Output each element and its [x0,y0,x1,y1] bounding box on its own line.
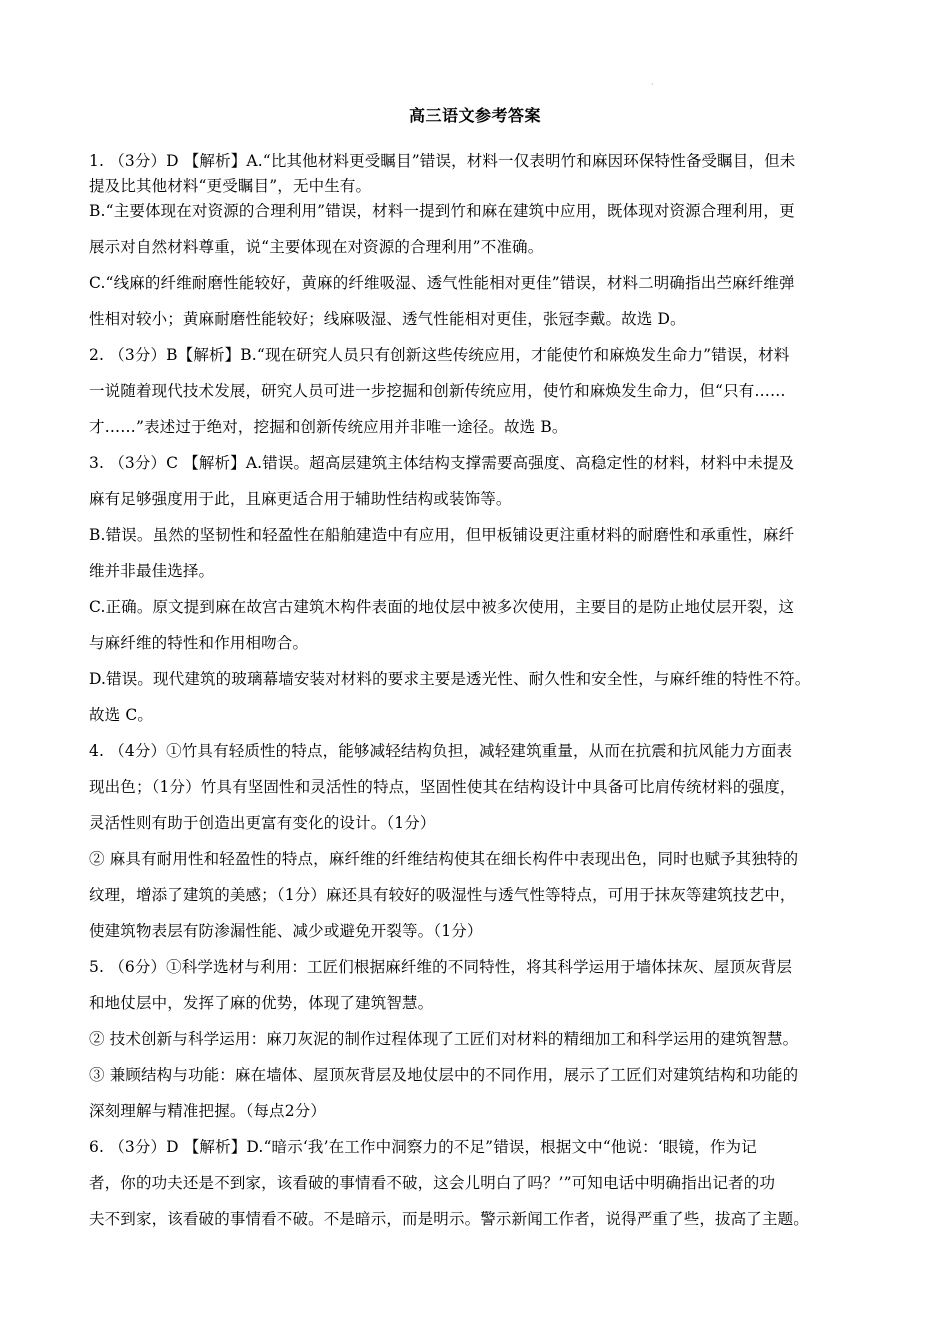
text-line: ② 技术创新与科学运用：麻刀灰泥的制作过程体现了工匠们对材料的精细加工和科学运用的建筑智慧。 [89,1030,799,1048]
text-line: 3. （3分）C 【解析】A.错误。超高层建筑主体结构支撑需要高强度、高稳定性的材料，材料中未提及 [89,454,795,472]
text-line: 灵活性则有助于创造出更富有变化的设计。（1分） [89,814,436,832]
text-line: B.错误。虽然的坚韧性和轻盈性在船舶建造中有应用，但甲板铺设更注重材料的耐磨性和承重性，麻纤 [89,526,795,544]
text-line: C.“线麻的纤维耐磨性能较好，黄麻的纤维吸湿、透气性能相对更佳”错误，材料二明确指出苎麻纤维弹 [89,274,795,292]
text-line: 6. （3分）D 【解析】D.“暗示‘我’在工作中洞察力的不足”错误，根据文中“他说：‘眼镜，作为记 [89,1138,757,1156]
text-line: B.“主要体现在对资源的合理利用”错误，材料一提到竹和麻在建筑中应用，既体现对资源合理利用，更 [89,202,795,220]
text-line: 现出色；（1分）竹具有坚固性和灵活性的特点，坚固性使其在结构设计中具备可比肩传统材料的强度， [89,778,796,796]
text-line: 2. （3分）B【解析】B.“现在研究人员只有创新这些传统应用，才能使竹和麻焕发生命力”错误，材料 [89,346,790,364]
text-line: 1. （3分）D 【解析】A.“比其他材料更受瞩目”错误，材料一仅表明竹和麻因环保特性备受瞩目，但未 [89,152,796,170]
text-line: 使建筑物表层有防渗漏性能、减少或避免开裂等。（1分） [89,922,483,940]
text-line: 与麻纤维的特性和作用相吻合。 [89,634,309,652]
text-line: 一说随着现代技术发展，研究人员可进一步挖掘和创新传统应用，使竹和麻焕发生命力，但“只有…… [89,382,786,400]
text-line: ③ 兼顾结构与功能：麻在墙体、屋顶灰背层及地仗层中的不同作用，展示了工匠们对建筑结构和功能的 [89,1066,799,1084]
text-line: 展示对自然材料尊重，说“主要体现在对资源的合理利用”不准确。 [89,238,544,256]
text-line: 纹理，增添了建筑的美感；（1分）麻还具有较好的吸湿性与透气性等特点，可用于抹灰等建筑技艺中， [89,886,796,904]
text-line: 夫不到家，该看破的事情看不破。不是暗示，而是明示。警示新闻工作者，说得严重了些，拔高了主题。 [89,1210,809,1228]
text-line: 和地仗层中，发挥了麻的优势，体现了建筑智慧。 [89,994,434,1012]
text-line: 性相对较小；黄麻耐磨性能较好；线麻吸湿、透气性能相对更佳，张冠李戴。故选 D。 [89,310,686,328]
text-line: ② 麻具有耐用性和轻盈性的特点，麻纤维的纤维结构使其在细长构件中表现出色，同时也赋予其独特的 [89,850,799,868]
text-line: 才……”表述过于绝对，挖掘和创新传统应用并非唯一途径。故选 B。 [89,418,568,436]
text-line: 5. （6分）①科学选材与利用：工匠们根据麻纤维的不同特性，将其科学运用于墙体抹灰、屋顶灰背层 [89,958,793,976]
text-line: 提及比其他材料“更受瞩目”，无中生有。 [89,177,372,195]
text-line: 4. （4分）①竹具有轻质性的特点，能够减轻结构负担，减轻建筑重量，从而在抗震和抗风能力方面表 [89,742,793,760]
text-line: 维并非最佳选择。 [89,562,215,580]
text-line: 麻有足够强度用于此，且麻更适合用于辅助性结构或装饰等。 [89,490,512,508]
text-line: C.正确。原文提到麻在故宫古建筑木构件表面的地仗层中被多次使用，主要目的是防止地仗层开裂，这 [89,598,795,616]
scan-mark: · [651,80,654,89]
text-line: 故选 C。 [89,706,154,724]
page-title: 高三语文参考答案 [408,106,541,125]
text-line: D.错误。现代建筑的玻璃幕墙安装对材料的要求主要是透光性、耐久性和安全性，与麻纤维的特性不符。 [89,670,811,688]
text-line: 者，你的功夫还是不到家，该看破的事情看不破，这会儿明白了吗？’”可知电话中明确指出记者的功 [89,1174,776,1192]
text-line: 深刻理解与精准把握。（每点2分） [89,1102,327,1120]
answer-content [89,150,861,1230]
